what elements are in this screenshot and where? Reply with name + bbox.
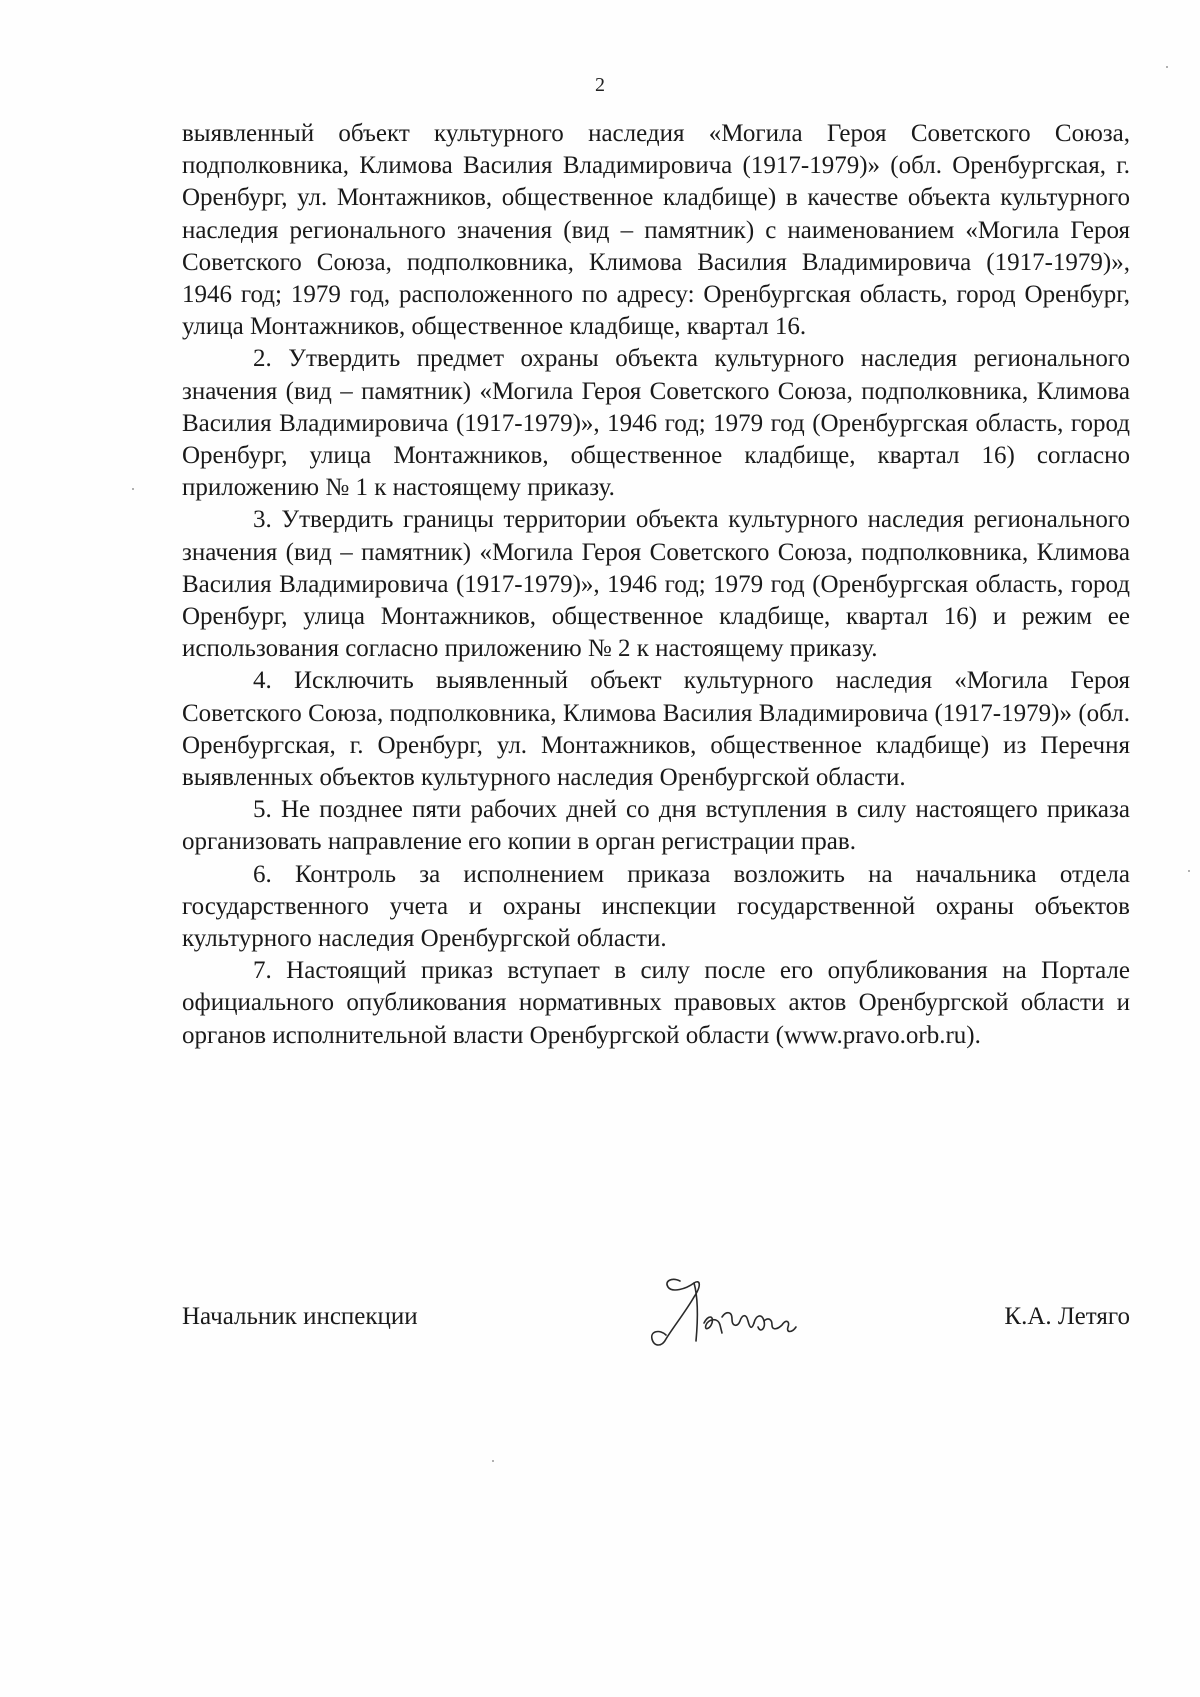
signature-block (182, 1287, 1130, 1357)
scan-speck (132, 488, 134, 490)
scan-speck (1188, 870, 1190, 872)
order-item-3: 3. Утвердить границы территории объекта культурного наследия регионального значения (вид – памятник) «Могила Героя Советского Союза, подполковника, Климова Василия Владимировича (1917-1979)», 1946 год; 1979 год (Оренбургская область, город Оренбург, улица Монтажников, общественное кладбище, квартал 16) и режим ее использования согласно приложению № 2 к настоящему приказу. (182, 506, 1130, 663)
signatory-position: Начальник инспекции (182, 1303, 418, 1330)
intro-paragraph: выявленный объект культурного наследия «Могила Героя Советского Союза, подполковника, Климова Василия Владимировича (1917-1979)» (обл. Оренбургская, г. Оренбург, ул. Монтажников, общественное кладбище) в качестве объекта культурного наследия регионального значения (вид – памятник) с наименованием «Могила Героя Советского Союза, подполковника, Климова Василия Владимировича (1917-1979)», 1946 год; 1979 год, расположенного по адресу: Оренбургская область, город Оренбург, улица Монтажников, общественное кладбище, квартал 16. (182, 120, 1130, 341)
handwritten-signature (642, 1267, 812, 1357)
order-item-4: 4. Исключить выявленный объект культурного наследия «Могила Героя Советского Союза, подполковника, Климова Василия Владимировича (1917-1979)» (обл. Оренбургская, г. Оренбург, ул. Монтажников, общественное кладбище) из Перечня выявленных объектов культурного наследия Оренбургской области. (182, 667, 1130, 792)
order-item-2: 2. Утвердить предмет охраны объекта культурного наследия регионального значения (вид – памятник) «Могила Героя Советского Союза, подполковника, Климова Василия Владимировича (1917-1979)», 1946 год; 1979 год (Оренбургская область, город Оренбург, улица Монтажников, общественное кладбище, квартал 16) согласно приложению № 1 к настоящему приказу. (182, 345, 1130, 502)
order-item-5: 5. Не позднее пяти рабочих дней со дня вступления в силу настоящего приказа организовать направление его копии в орган регистрации прав. (182, 796, 1130, 856)
order-item-6: 6. Контроль за исполнением приказа возложить на начальника отдела государственного учета и охраны инспекции государственной охраны объектов культурного наследия Оренбургской области. (182, 860, 1130, 953)
order-body (182, 118, 1130, 1052)
scan-speck (492, 1460, 494, 1462)
order-item-7: 7. Настоящий приказ вступает в силу после его опубликования на Портале официального опубликования нормативных правовых актов Оренбургской области и органов исполнительной власти Оренбургской области (www.pravo.orb.ru). (182, 957, 1130, 1049)
page-number: 2 (595, 74, 605, 96)
signatory-name: К.А. Летяго (1004, 1303, 1130, 1330)
scan-speck (1166, 66, 1168, 68)
